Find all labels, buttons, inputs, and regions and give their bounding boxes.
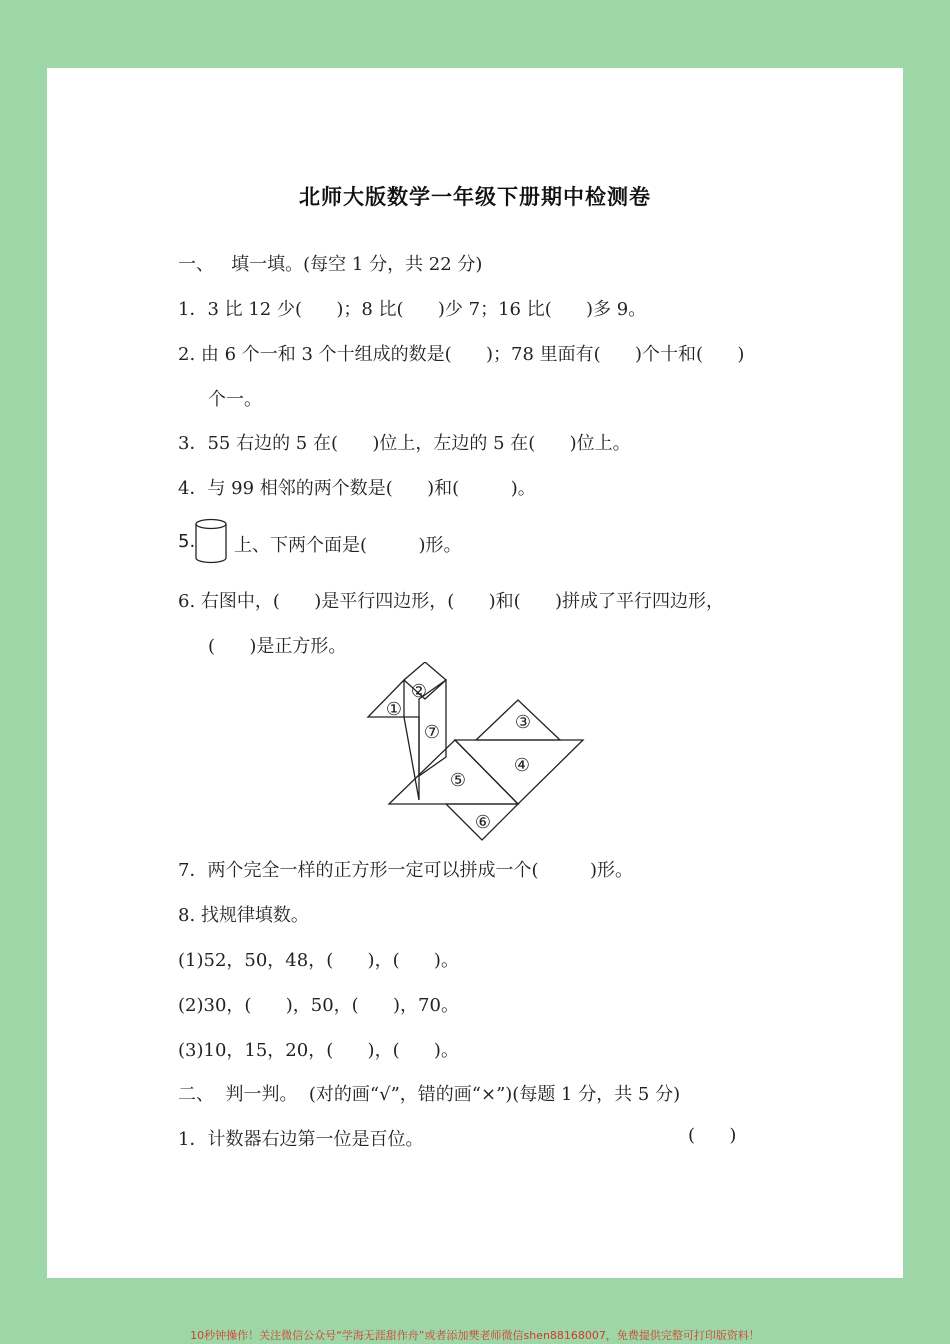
label-7: ⑦ (423, 722, 441, 743)
question-1-6-line2: ( )是正方形。 (208, 636, 347, 657)
question-1-5-number: 5. (178, 531, 196, 552)
question-2-1: 1．计数器右边第一位是百位。 (178, 1129, 424, 1150)
question-1-7: 7．两个完全一样的正方形一定可以拼成一个( )形。 (178, 860, 633, 881)
question-1-8-2: (2)30，( )，50，( )，70。 (178, 995, 459, 1016)
question-1-6-line1: 6. 右图中，( )是平行四边形，( )和( )拼成了平行四边形， (178, 591, 725, 612)
section2-heading: 二、 判一判。 (对的画“√”，错的画“×”)(每题 1 分，共 5 分) (178, 1084, 681, 1105)
label-1: ① (385, 699, 403, 720)
label-6: ⑥ (474, 812, 492, 833)
question-1-5: 上、下两个面是( )形。 (234, 535, 462, 556)
question-2-1-answer-blank: ( ) (688, 1125, 737, 1146)
label-2: ② (410, 681, 428, 702)
footer-promo-text: 10秒钟操作！关注微信公众号“学海无涯甜作舟”或者添加樊老师微信shen88168007，免费提供完整可打印版资料！ (190, 1329, 760, 1342)
cylinder-icon (194, 518, 230, 566)
section1-heading: 一、 填一填。(每空 1 分，共 22 分) (178, 254, 483, 275)
label-4: ④ (513, 755, 531, 776)
question-1-8-3: (3)10，15，20，( )，( )。 (178, 1040, 459, 1061)
question-1-2-line2: 个一。 (208, 389, 262, 410)
question-1-2-line1: 2. 由 6 个一和 3 个十组成的数是( )；78 里面有( )个十和( ) (178, 344, 745, 365)
question-1-8-1: (1)52，50，48，( )，( )。 (178, 950, 459, 971)
question-1-8: 8. 找规律填数。 (178, 905, 309, 926)
question-1-1: 1．3 比 12 少( )；8 比( )少 7；16 比( )多 9。 (178, 299, 647, 320)
label-5: ⑤ (449, 770, 467, 791)
question-1-4: 4．与 99 相邻的两个数是( )和( )。 (178, 478, 536, 499)
tangram-figure (360, 662, 590, 846)
page-title: 北师大版数学一年级下册期中检测卷 (299, 185, 651, 209)
label-3: ③ (514, 712, 532, 733)
question-1-3: 3．55 右边的 5 在( )位上，左边的 5 在( )位上。 (178, 433, 631, 454)
